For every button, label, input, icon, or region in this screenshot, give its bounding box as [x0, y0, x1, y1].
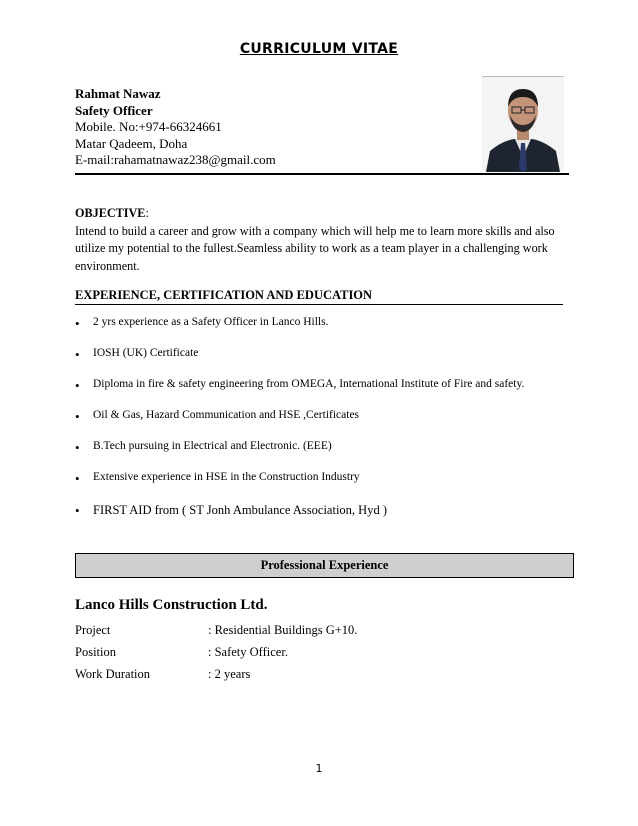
list-item: • IOSH (UK) Certificate: [75, 347, 524, 378]
document-title: CURRICULUM VITAE: [239, 41, 399, 57]
company-name: Lanco Hills Construction Ltd.: [75, 597, 268, 613]
objective-heading: OBJECTIVE: [75, 206, 146, 220]
candidate-name: Rahmat Nawaz: [75, 86, 161, 101]
experience-heading: EXPERIENCE, CERTIFICATION AND EDUCATION: [75, 288, 563, 305]
list-item: • Diploma in fire & safety engineering from OMEGA, International Institute of Fire and safety.: [75, 378, 524, 409]
detail-value: : 2 years: [208, 667, 251, 681]
page-number: 1: [315, 762, 323, 775]
detail-row-project: [75, 623, 357, 638]
mobile-number: Mobile. No:+974-66324661: [75, 119, 222, 134]
profile-photo: [482, 76, 564, 172]
detail-label: Work Duration: [75, 667, 151, 681]
detail-row-duration: [75, 667, 250, 682]
objective-section: OBJECTIVE: Intend to build a career and grow with a company which will help me to learn more skills and also utilize my potential to the fullest.Seamless ability to work as a team player in a challenging work environment.: [75, 206, 555, 273]
list-item: • Extensive experience in HSE in the Construction Industry: [75, 471, 524, 502]
list-item: • Oil & Gas, Hazard Communication and HSE ,Certificates: [75, 409, 524, 440]
detail-value: : Residential Buildings G+10.: [208, 623, 358, 637]
header-divider: [75, 173, 569, 175]
detail-label: Project: [75, 623, 111, 637]
address: Matar Qadeem, Doha: [75, 135, 188, 151]
experience-list: [75, 316, 524, 534]
professional-experience-banner: Professional Experience: [75, 553, 574, 578]
email: E-mail:rahamatnawaz238@gmail.com: [75, 152, 276, 167]
candidate-role: Safety Officer: [75, 102, 153, 118]
detail-row-position: [75, 645, 288, 660]
detail-label: Position: [75, 645, 116, 659]
list-item: • 2 yrs experience as a Safety Officer in Lanco Hills.: [75, 316, 524, 347]
objective-text: Intend to build a career and grow with a company which will help me to learn more skills and also utilize my potential to the fullest.Seamless ability to work as a team player in a challenging work environment.: [75, 223, 555, 273]
detail-value: : Safety Officer.: [208, 645, 288, 659]
list-item: • B.Tech pursuing in Electrical and Electronic. (EEE): [75, 440, 524, 471]
list-item: • FIRST AID from ( ST Jonh Ambulance Association, Hyd ): [75, 503, 524, 534]
contact-block: [75, 86, 276, 169]
